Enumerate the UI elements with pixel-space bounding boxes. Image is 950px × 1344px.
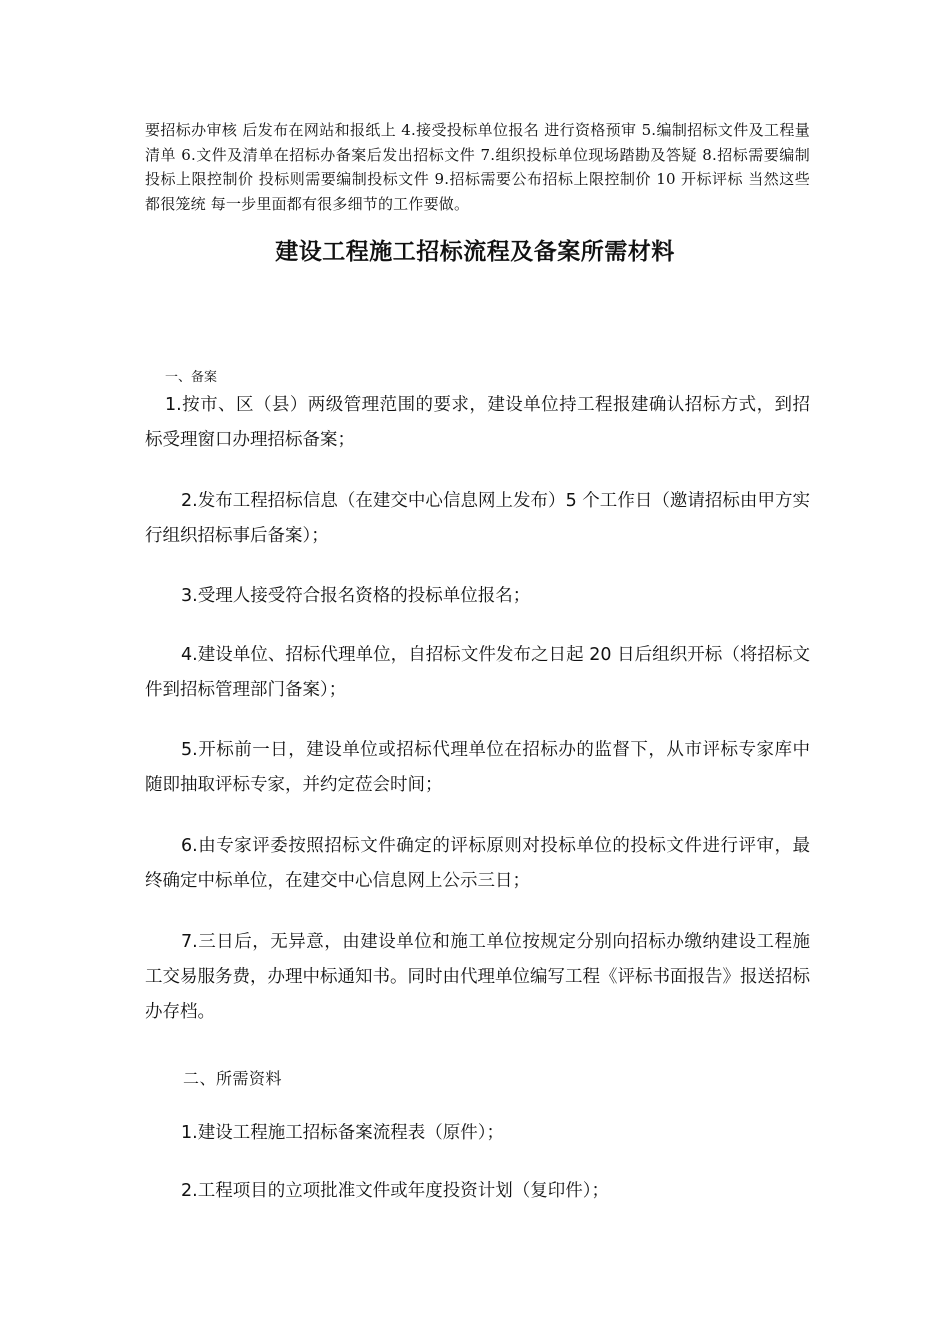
filing-item-4: 4.建设单位、招标代理单位，自招标文件发布之日起 20 日后组织开标（将招标文件到招标管理部门备案）；: [145, 645, 810, 700]
intro-paragraph: 要招标办审核 后发布在网站和报纸上 4.接受投标单位报名 进行资格预审 5.编制招标文件及工程量清单 6.文件及清单在招标办备案后发出招标文件 7.组织投标单位现场踏勘及答疑 8.招标需要编制投标上限控制价 投标则需要编制投标文件 9.招标需要公布招标上限控制价 10 开标评标 当然这些都很笼统 每一步里面都有很多细节的工作要做。: [145, 121, 810, 213]
filing-item-1: 1.按市、区（县）两级管理范围的要求，建设单位持工程报建确认招标方式，到招标受理窗口办理招标备案；: [145, 395, 810, 450]
filing-item-2: 2.发布工程招标信息（在建交中心信息网上发布）5 个工作日（邀请招标由甲方实行组织招标事后备案）；: [145, 491, 810, 546]
materials-item-2: 2.工程项目的立项批准文件或年度投资计划（复印件）；: [181, 1181, 609, 1201]
filing-item-6: 6.由专家评委按照招标文件确定的评标原则对投标单位的投标文件进行评审，最终确定中标单位，在建交中心信息网上公示三日；: [145, 836, 810, 891]
section-heading-materials: 二、所需资料: [183, 1069, 283, 1088]
section-heading-filing: 一、备案: [165, 370, 218, 385]
filing-item-7: 7.三日后，无异意，由建设单位和施工单位按规定分别向招标办缴纳建设工程施工交易服务费，办理中标通知书。同时由代理单位编写工程《评标书面报告》报送招标办存档。: [145, 932, 810, 1022]
page-title: 建设工程施工招标流程及备案所需材料: [275, 239, 675, 265]
filing-item-5: 5.开标前一日，建设单位或招标代理单位在招标办的监督下，从市评标专家库中随即抽取评标专家，并约定莅会时间；: [145, 740, 810, 795]
filing-item-3: 3.受理人接受符合报名资格的投标单位报名；: [181, 586, 531, 606]
materials-item-1: 1.建设工程施工招标备案流程表（原件）；: [181, 1123, 504, 1143]
